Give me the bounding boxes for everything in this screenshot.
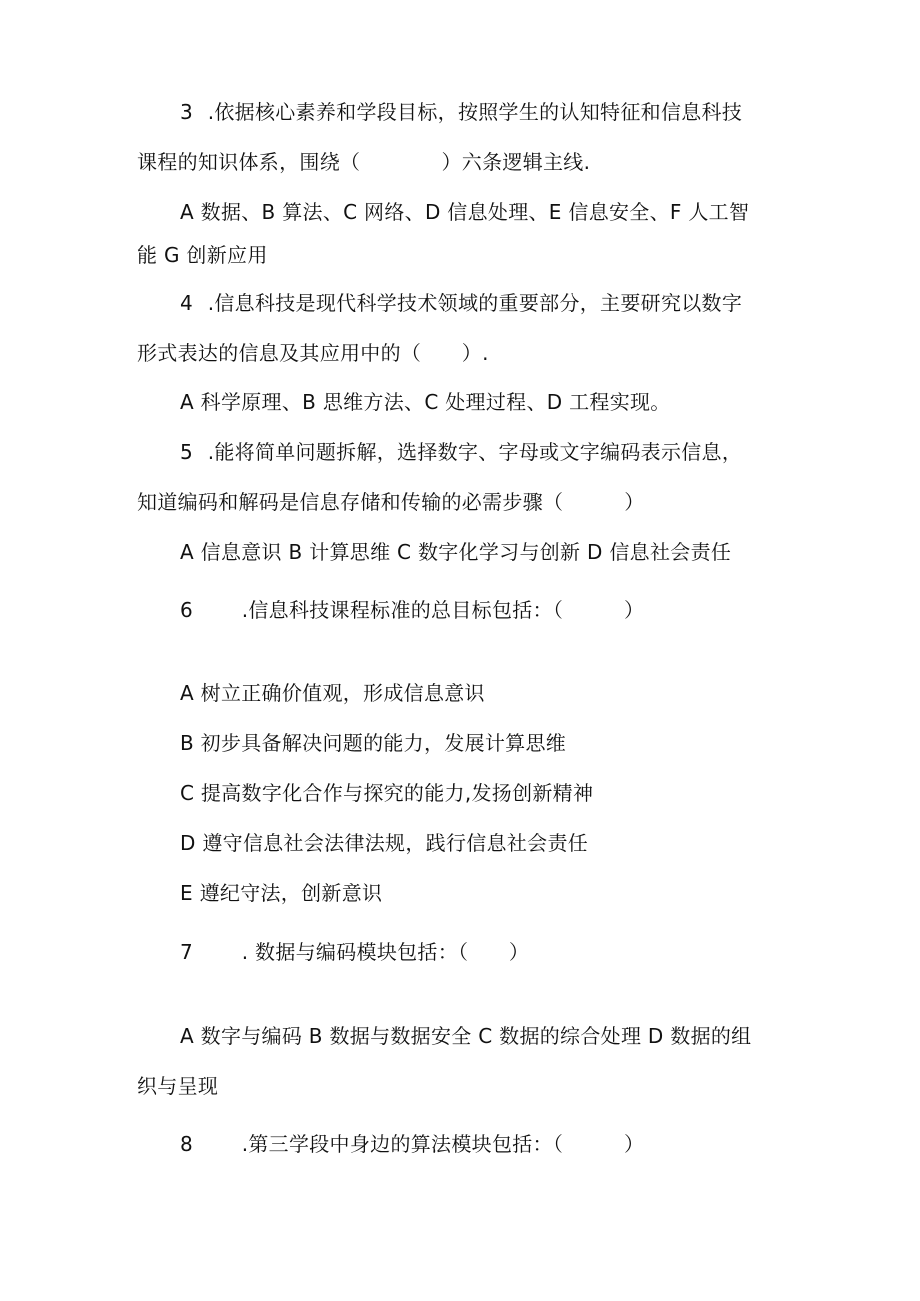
question-7-line-1 [180, 940, 529, 964]
question-6-option-b: B 初步具备解决问题的能力，发展计算思维 [180, 731, 567, 755]
question-number: 7 [180, 940, 194, 964]
question-number: 4 [180, 291, 194, 315]
question-number: 6 [180, 598, 194, 622]
question-stem: .信息科技是现代科学技术领域的重要部分，主要研究以数字 [207, 291, 743, 315]
question-7-options-line-2: 织与呈现 [137, 1074, 219, 1098]
question-8-line-1 [180, 1132, 644, 1156]
question-6-line-1 [180, 598, 644, 622]
question-6-option-d: D 遵守信息社会法律法规，践行信息社会责任 [180, 831, 589, 855]
question-6-option-c: C 提高数字化合作与探究的能力,发扬创新精神 [180, 781, 594, 805]
question-number: 3 [180, 100, 194, 124]
question-stem: .能将简单问题拆解，选择数字、字母或文字编码表示信息， [207, 440, 743, 464]
question-4-line-1 [180, 291, 742, 315]
question-stem: .信息科技课程标准的总目标包括：（ ） [241, 598, 645, 622]
question-6-option-a: A 树立正确价值观，形成信息意识 [180, 681, 485, 705]
question-4-line-2: 形式表达的信息及其应用中的（ ）. [137, 341, 489, 365]
question-3-line-2: 课程的知识体系，围绕（ ）六条逻辑主线. [137, 150, 591, 174]
question-3-options-line-1: A 数据、B 算法、C 网络、D 信息处理、E 信息安全、F 人工智 [180, 200, 750, 224]
question-stem: .依据核心素养和学段目标，按照学生的认知特征和信息科技 [207, 100, 743, 124]
question-stem: .第三学段中身边的算法模块包括：（ ） [241, 1132, 645, 1156]
question-5-line-2: 知道编码和解码是信息存储和传输的必需步骤（ ） [137, 490, 645, 514]
question-4-options-line-1: A 科学原理、B 思维方法、C 处理过程、D 工程实现。 [180, 390, 671, 414]
question-7-options-line-1: A 数字与编码 B 数据与数据安全 C 数据的综合处理 D 数据的组 [180, 1024, 752, 1048]
question-number: 5 [180, 440, 194, 464]
question-stem: . 数据与编码模块包括：（ ） [241, 940, 530, 964]
question-number: 8 [180, 1132, 194, 1156]
question-5-line-1 [180, 440, 742, 464]
question-3-line-1 [180, 100, 742, 124]
question-6-option-e: E 遵纪守法，创新意识 [180, 881, 383, 905]
question-3-options-line-2: 能 G 创新应用 [137, 243, 268, 267]
question-5-options-line-1: A 信息意识 B 计算思维 C 数字化学习与创新 D 信息社会责任 [180, 540, 732, 564]
